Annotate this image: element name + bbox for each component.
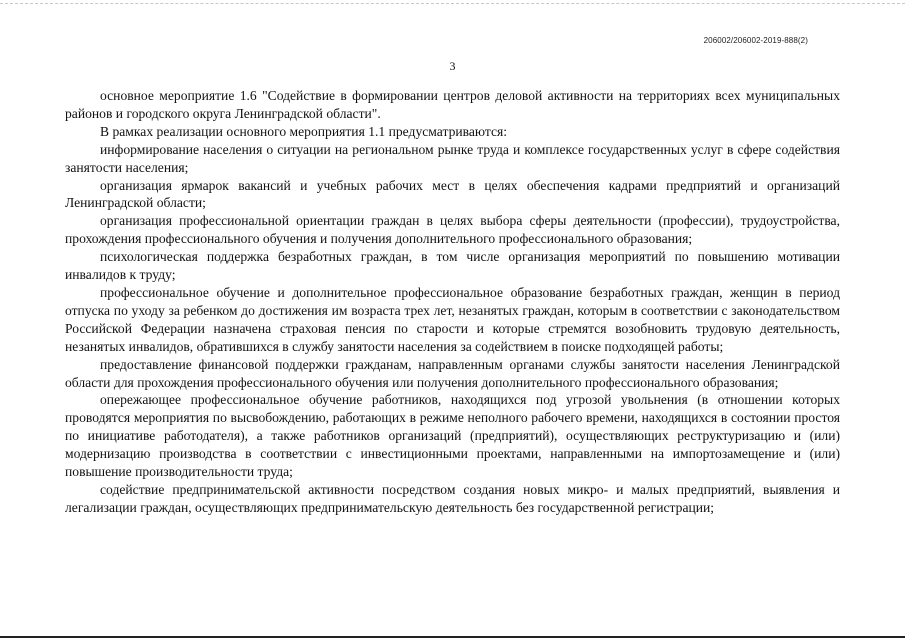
paragraph-financial-support: предоставление финансовой поддержки гражданам, направленным органами службы занятости населения Ленинградской области для прохождения профессионального обучения или получения дополнительного профессионального образования; [65,356,840,390]
paragraph-advanced-training: опережающее профессиональное обучение работников, находящихся под угрозой увольнения (в отношении которых проводятся мероприятия по высвобождению, работающих в режиме неполного рабочего времени, находящихся в состоянии простоя по инициативе работодателя), а также работников организаций (предприятий), осуществляющих реструктуризацию и (или) модернизацию производства в соответствии с инвестиционными проектами, направленными на импортозамещение и (или) повышение производительности труда; [65,392,840,480]
document-number: 206002/206002-2019-888(2) [703,36,808,45]
page-number: 3 [449,59,456,73]
paragraph-intro-measure-1-1: В рамках реализации основного мероприятия 1.1 предусматриваются: [100,123,508,139]
scan-top-edge [0,3,905,5]
paragraph-measure-1-6: основное мероприятие 1.6 "Содействие в формировании центров деловой активности на территориях всех муниципальных районов и городского округа Ленинградской области". [65,88,840,121]
document-body [65,87,840,517]
paragraph-vocational-training: профессиональное обучение и дополнительное профессиональное образование безработных граждан, женщин в период отпуска по уходу за ребенком до достижения им возраста трех лет, незанятых граждан, которым в соответствии с законодательством Российской Федерации назначена страховая пенсия по старости и которые стремятся возобновить трудовую деятельность, незанятых инвалидов, обратившихся в службу занятости населения за содействием в поиске подходящей работы; [65,284,840,354]
paragraph-entrepreneurship: содействие предпринимательской активности посредством создания новых микро- и малых предприятий, выявления и легализации граждан, осуществляющих предпринимательскую деятельность без государственной регистрации; [65,481,840,515]
paragraph-informing: информирование населения о ситуации на региональном рынке труда и комплексе государственных услуг в сфере содействия занятости населения; [65,141,840,175]
paragraph-job-fairs: организация ярмарок вакансий и учебных рабочих мест в целях обеспечения кадрами предприятий и организаций Ленинградской области; [65,177,840,211]
scan-bottom-edge [0,636,905,638]
paragraph-career-guidance: организация профессиональной ориентации граждан в целях выбора сферы деятельности (профессии), трудоустройства, прохождения профессионального обучения и получения дополнительного профессионального образования; [65,213,840,247]
paragraph-psychological-support: психологическая поддержка безработных граждан, в том числе организация мероприятий по повышению мотивации инвалидов к труду; [65,249,840,283]
